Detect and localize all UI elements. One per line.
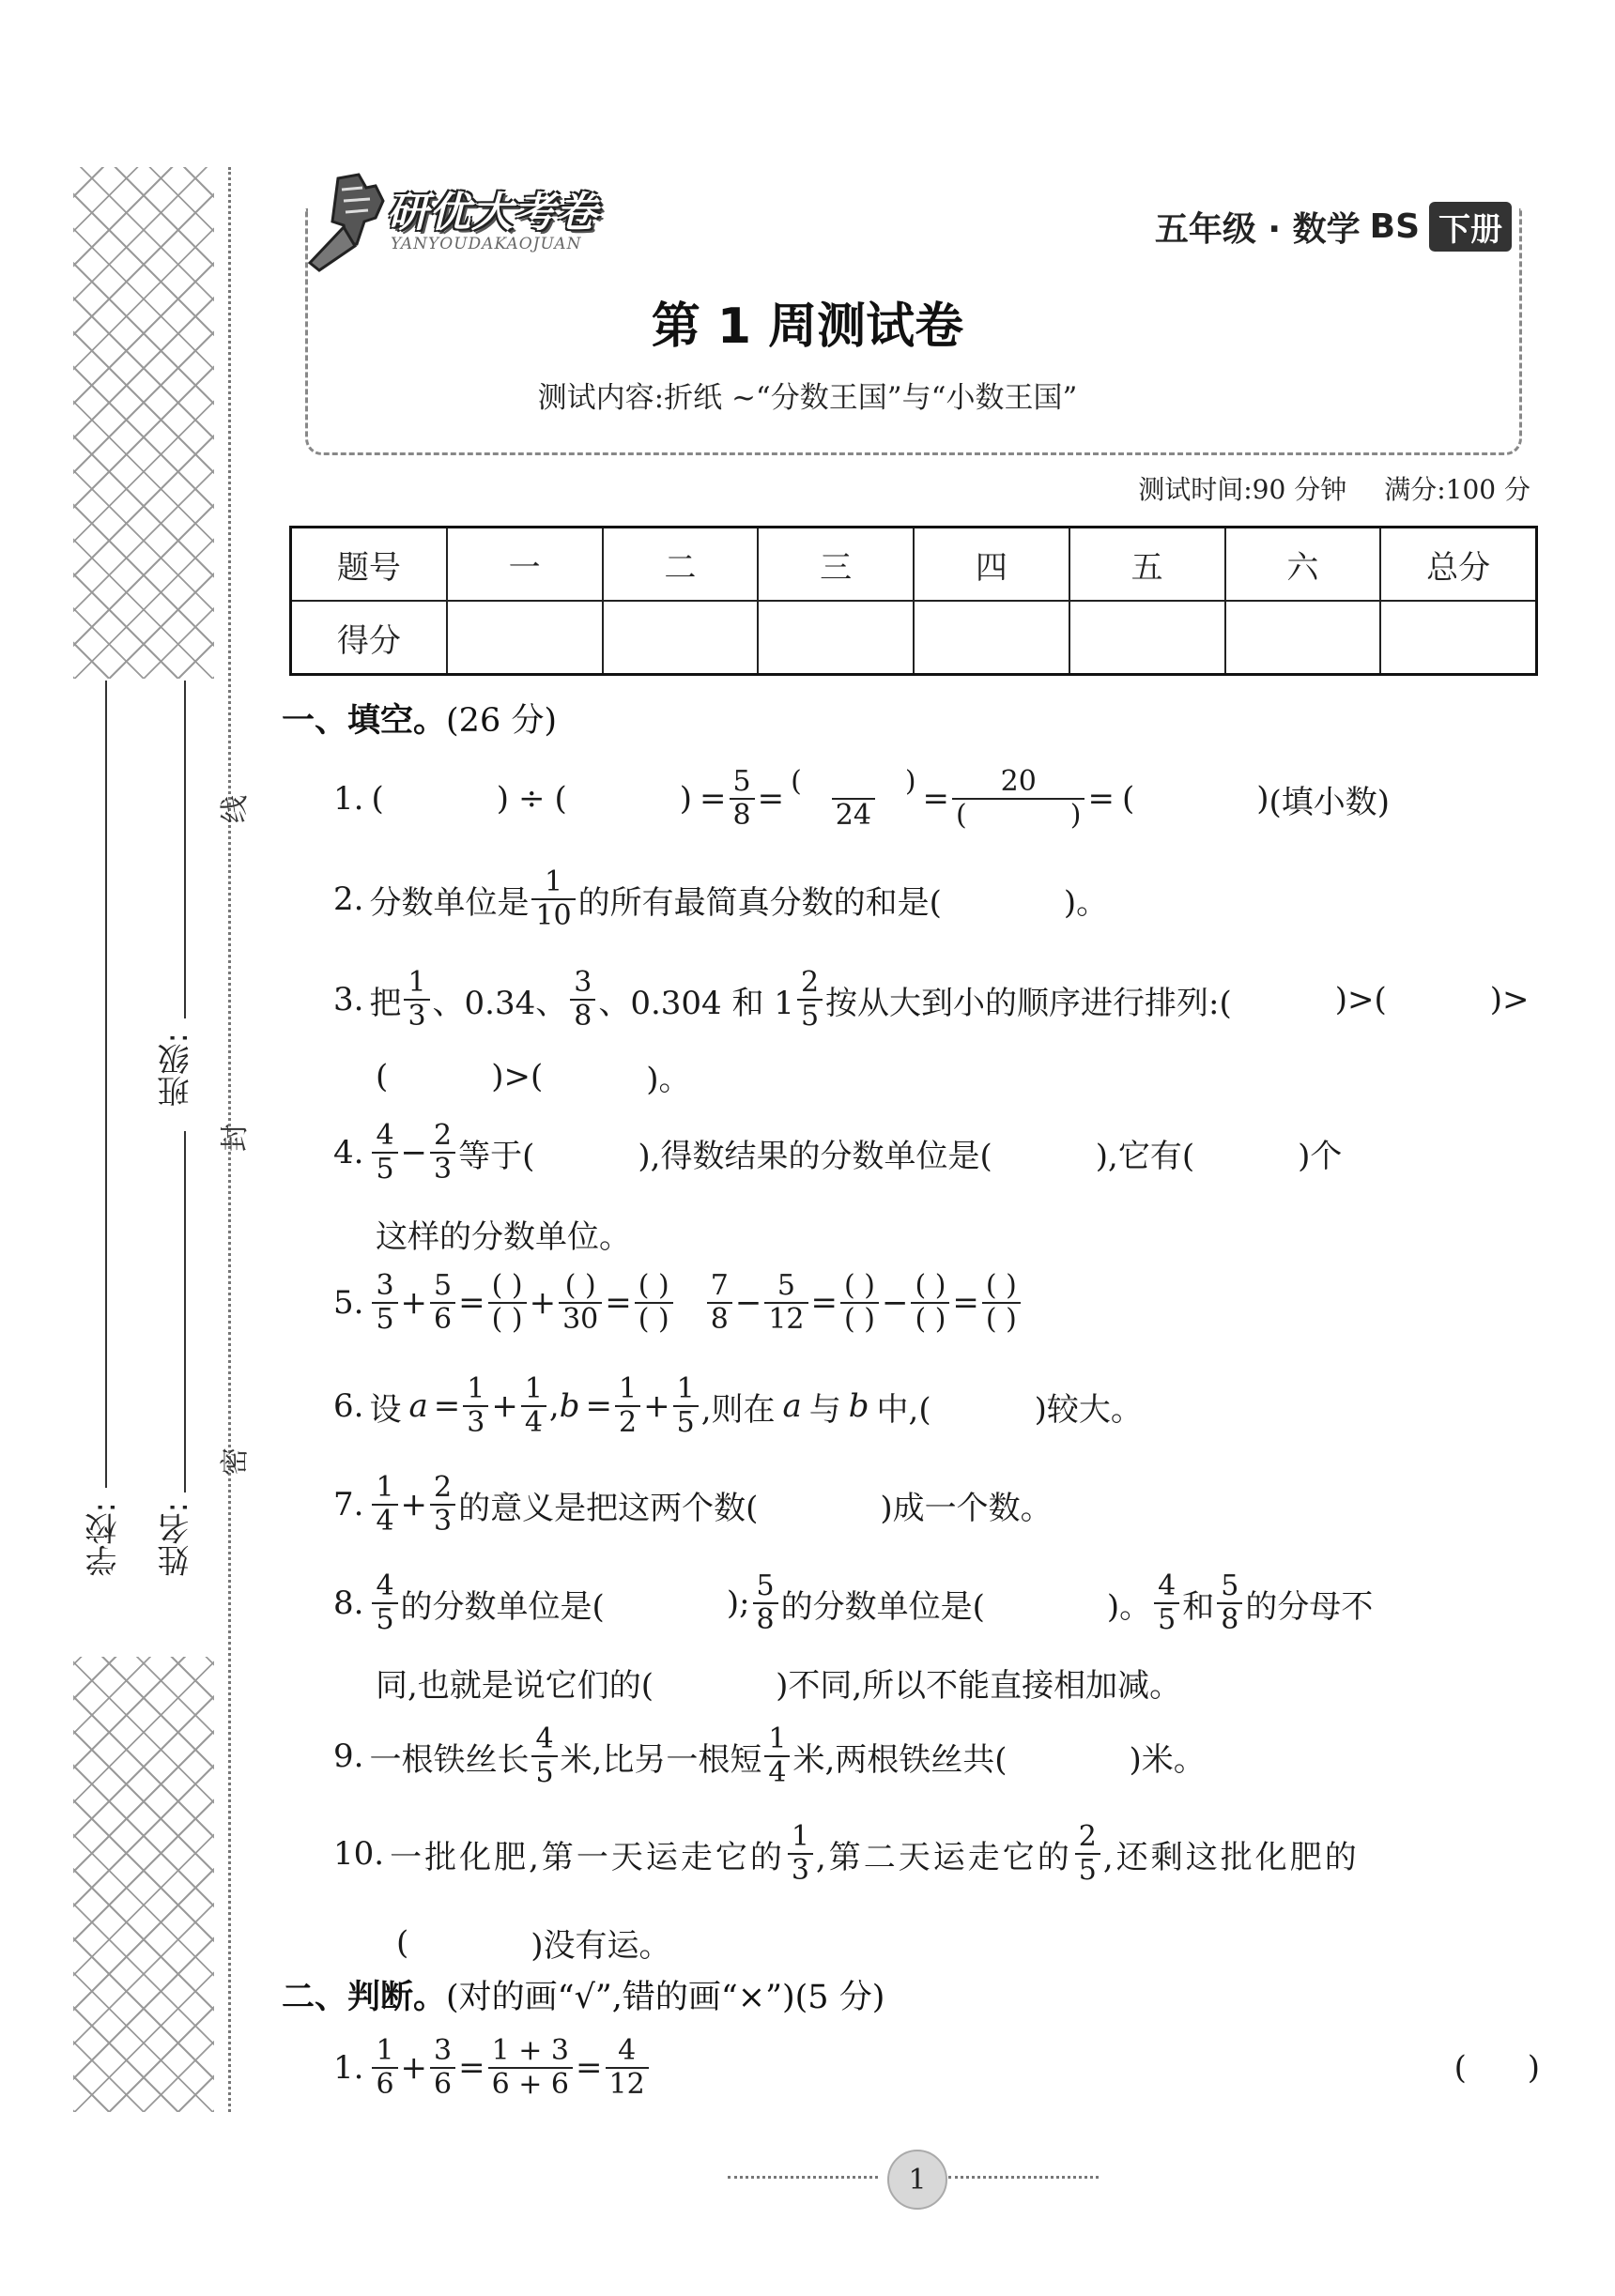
fraction xyxy=(1075,1820,1100,1887)
question-text: 等于( xyxy=(458,1137,535,1175)
numerator-blank[interactable]: ( ) xyxy=(564,1269,596,1302)
question-8-line-2 xyxy=(376,1660,1540,1706)
section-1-title: 一、填空。 xyxy=(282,702,447,740)
question-3-line-2 xyxy=(376,1053,1540,1099)
numerator: 5 xyxy=(756,1569,775,1602)
score-cell[interactable] xyxy=(914,601,1069,675)
fraction xyxy=(615,1372,640,1439)
fraction xyxy=(788,1820,813,1887)
fraction-blank[interactable] xyxy=(840,1269,879,1336)
fraction xyxy=(372,1569,397,1636)
question-text: 这样的分数单位。 xyxy=(376,1218,631,1256)
name-fill-line[interactable] xyxy=(184,1131,186,1492)
school-fill-line[interactable] xyxy=(105,681,107,1488)
question-number: 10. xyxy=(333,1835,385,1873)
question-10-line-2 xyxy=(376,1920,1540,1966)
denominator: 3 xyxy=(463,1405,488,1437)
operator: − xyxy=(881,1284,909,1322)
denominator: 3 xyxy=(430,1504,455,1536)
question-text: 米,比另一根短 xyxy=(560,1740,762,1779)
question-text: 分数单位是 xyxy=(369,883,530,922)
question-1 xyxy=(333,765,1540,832)
judge-answer-box[interactable]: ( ) xyxy=(1454,2049,1540,2087)
operator: = xyxy=(458,2049,485,2087)
section-2-points: (5 分) xyxy=(794,1979,885,2016)
operator: = xyxy=(922,780,950,818)
operator: = xyxy=(605,1284,632,1322)
hatch-pattern-bottom xyxy=(73,1657,214,2112)
numerator: 2 xyxy=(434,1119,453,1152)
numerator: 3 xyxy=(574,966,592,999)
denominator-blank[interactable]: ( ) xyxy=(911,1302,949,1334)
paren: ) xyxy=(1256,780,1269,818)
operator: ÷ xyxy=(517,780,546,818)
section-1-points: (26 分) xyxy=(446,702,557,740)
fraction xyxy=(372,1471,397,1538)
fraction xyxy=(372,1119,397,1186)
question-text: 的分数单位是( xyxy=(780,1587,985,1626)
denominator: 5 xyxy=(372,1302,397,1334)
test-time: 测试时间:90 分钟 xyxy=(1138,474,1347,505)
operator: + xyxy=(400,1284,428,1322)
numerator: 4 xyxy=(535,1722,554,1755)
section-2-title: 二、判断。 xyxy=(282,1979,447,2016)
question-7 xyxy=(333,1471,1540,1538)
operator: = xyxy=(952,1284,979,1322)
question-text: 与 xyxy=(808,1390,841,1429)
paren: ) xyxy=(679,780,693,818)
fraction xyxy=(1217,1569,1242,1636)
denominator-blank[interactable]: ( ) xyxy=(952,798,1084,830)
judge-1 xyxy=(333,2034,1540,2101)
fraction-blank[interactable] xyxy=(982,1269,1021,1336)
numerator: 5 xyxy=(1221,1569,1239,1602)
numerator: 1 xyxy=(768,1722,787,1755)
question-text: 的所有最简真分数的和是( xyxy=(577,883,942,922)
full-score: 满分:100 分 xyxy=(1384,474,1530,505)
question-text: )较大。 xyxy=(1034,1390,1143,1429)
hint-text: (填小数) xyxy=(1269,783,1391,821)
denominator: 12 xyxy=(606,2067,649,2099)
question-text: ,第二天运走它的 xyxy=(815,1838,1072,1876)
denominator: 30 xyxy=(559,1302,602,1334)
operator: + xyxy=(400,1486,428,1523)
fraction-blank[interactable] xyxy=(787,765,919,832)
score-row-label: 得分 xyxy=(291,601,447,675)
question-2 xyxy=(333,865,1540,932)
score-cell[interactable] xyxy=(758,601,914,675)
question-4-line-2 xyxy=(376,1211,1540,1257)
question-text: 把 xyxy=(369,984,402,1022)
numerator: 4 xyxy=(376,1119,394,1152)
numerator: 7 xyxy=(710,1269,729,1302)
denominator: 5 xyxy=(531,1755,557,1787)
question-text: 中,( xyxy=(876,1390,931,1429)
denominator: 24 xyxy=(832,798,875,830)
question-6 xyxy=(333,1372,1540,1439)
school-label: 学校: xyxy=(85,1502,123,1577)
section-2-heading xyxy=(282,1971,884,2018)
paren: ( xyxy=(554,780,567,818)
question-number: 8. xyxy=(333,1584,364,1622)
question-text: )成一个数。 xyxy=(880,1489,1053,1527)
question-text: )不同,所以不能直接相加减。 xyxy=(776,1667,1182,1705)
question-text: )没有运。 xyxy=(531,1927,671,1965)
variable: b xyxy=(848,1387,869,1425)
question-3 xyxy=(333,966,1540,1033)
denominator: 5 xyxy=(372,1602,397,1634)
question-text: ); xyxy=(726,1584,750,1622)
question-text: 米,两根铁丝共( xyxy=(792,1740,1007,1779)
numerator: 4 xyxy=(618,2034,637,2067)
score-cell[interactable] xyxy=(447,601,603,675)
denominator: 8 xyxy=(730,798,755,830)
numerator: 4 xyxy=(376,1569,394,1602)
page-number: 1 xyxy=(887,2150,947,2210)
question-text: 的意义是把这两个数( xyxy=(458,1489,759,1527)
fraction xyxy=(673,1372,699,1439)
denominator: 5 xyxy=(1075,1853,1100,1885)
volume-badge: 下册 xyxy=(1429,202,1512,252)
operator: = xyxy=(1087,780,1115,818)
logo-subtitle: YANYOUDAKAOJUAN xyxy=(391,235,582,253)
score-cell[interactable] xyxy=(1069,601,1225,675)
question-text: ),它有( xyxy=(1095,1137,1195,1175)
question-text: )米。 xyxy=(1129,1740,1206,1779)
fraction-blank[interactable] xyxy=(635,1269,673,1336)
fraction xyxy=(430,2034,455,2101)
denominator: 6 + 6 xyxy=(488,2067,573,2099)
fraction xyxy=(570,966,595,1033)
fraction xyxy=(531,1722,557,1789)
question-10 xyxy=(333,1820,1540,1887)
denominator: 10 xyxy=(531,898,575,930)
question-text: 同,也就是说它们的( xyxy=(376,1667,654,1705)
question-text: )>( xyxy=(491,1057,544,1095)
fraction xyxy=(372,2034,397,2101)
fraction xyxy=(531,865,575,932)
page-divider-left xyxy=(728,2176,878,2179)
denominator: 6 xyxy=(430,1302,455,1334)
question-text: 、0.304 和 1 xyxy=(598,984,794,1022)
score-table xyxy=(289,526,1538,676)
numerator-blank[interactable]: ( ) xyxy=(638,1269,669,1302)
page-divider-right xyxy=(948,2176,1099,2179)
numerator: 1 + 3 xyxy=(491,2034,570,2067)
operator: + xyxy=(491,1387,518,1425)
denominator: 8 xyxy=(753,1602,778,1634)
denominator: 4 xyxy=(764,1755,790,1787)
name-label: 姓名: xyxy=(158,1502,195,1577)
logo-text: 研优大考卷 xyxy=(387,189,598,237)
numerator: 2 xyxy=(434,1471,453,1504)
question-4 xyxy=(333,1119,1540,1186)
question-number: 2. xyxy=(333,880,364,918)
numerator: 1 xyxy=(524,1372,543,1405)
score-header-cell: 五 xyxy=(1069,528,1225,602)
operator: + xyxy=(400,2049,428,2087)
operator: − xyxy=(734,1284,762,1322)
numerator-blank[interactable]: ( ) xyxy=(985,1269,1017,1302)
numerator-blank[interactable]: ( ) xyxy=(491,1269,523,1302)
edition: BS xyxy=(1369,207,1420,246)
fraction xyxy=(1154,1569,1179,1636)
denominator: 4 xyxy=(372,1504,397,1536)
denominator: 5 xyxy=(372,1152,397,1184)
fraction-blank[interactable] xyxy=(559,1269,602,1336)
fraction xyxy=(372,1269,397,1336)
fraction xyxy=(404,966,429,1033)
denominator-blank[interactable]: ( ) xyxy=(982,1302,1021,1334)
question-number: 3. xyxy=(333,981,364,1018)
denominator: 3 xyxy=(788,1853,813,1885)
question-text: ,则在 xyxy=(700,1390,776,1429)
denominator: 8 xyxy=(707,1302,732,1334)
section-1-heading xyxy=(282,695,557,742)
question-text: 一批化肥,第一天运走它的 xyxy=(390,1838,785,1876)
numerator: 1 xyxy=(408,966,426,999)
numerator: 20 xyxy=(1000,765,1037,798)
numerator: 1 xyxy=(676,1372,695,1405)
question-text: ,还剩这批化肥的 xyxy=(1102,1838,1360,1876)
question-number: 4. xyxy=(333,1134,364,1171)
fraction xyxy=(753,1569,778,1636)
question-number: 9. xyxy=(333,1737,364,1775)
page-title: 第 1 周测试卷 xyxy=(651,298,964,355)
numerator: 2 xyxy=(1078,1820,1097,1853)
fraction xyxy=(730,765,755,832)
question-8 xyxy=(333,1569,1540,1636)
section-2-instruction: (对的画“√”,错的画“×”) xyxy=(446,1979,795,2016)
score-header-cell: 一 xyxy=(447,528,603,602)
fraction-blank[interactable] xyxy=(488,1269,527,1336)
score-cell[interactable] xyxy=(1380,601,1536,675)
question-text: 设 xyxy=(369,1390,402,1429)
seal-char-mi: 密 xyxy=(219,1447,252,1476)
denominator-blank[interactable]: ( ) xyxy=(488,1302,527,1334)
fraction xyxy=(797,966,823,1033)
numerator: 3 xyxy=(376,1269,394,1302)
numerator-blank[interactable]: ( ) xyxy=(844,1269,875,1302)
numerator: 1 xyxy=(791,1820,809,1853)
denominator: 5 xyxy=(797,999,823,1031)
question-9 xyxy=(333,1722,1540,1789)
paren: ) xyxy=(496,780,509,818)
denominator: 5 xyxy=(1154,1602,1179,1634)
numerator: 1 xyxy=(619,1372,638,1405)
denominator: 6 xyxy=(372,2067,397,2099)
question-5 xyxy=(333,1269,1540,1336)
operator: + xyxy=(643,1387,670,1425)
question-text: )。 xyxy=(1106,1587,1152,1626)
numerator: 1 xyxy=(376,1471,394,1504)
denominator: 8 xyxy=(570,999,595,1031)
question-text: )。 xyxy=(1063,883,1109,922)
score-header-cell: 三 xyxy=(758,528,914,602)
denominator: 3 xyxy=(404,999,429,1031)
class-label: 班级: xyxy=(158,1033,195,1108)
numerator: 2 xyxy=(800,966,820,999)
numerator: 4 xyxy=(1158,1569,1177,1602)
numerator: 1 xyxy=(545,865,563,898)
score-table-header-row xyxy=(291,528,1537,602)
denominator: 3 xyxy=(430,1152,455,1184)
question-text: 一根铁丝长 xyxy=(369,1740,530,1779)
punctuation: , xyxy=(548,1387,560,1425)
question-text: 按从大到小的顺序进行排列:( xyxy=(825,984,1232,1022)
score-header-cell: 六 xyxy=(1225,528,1381,602)
operator: − xyxy=(400,1134,428,1171)
denominator: 4 xyxy=(521,1405,546,1437)
question-text: ( xyxy=(376,1057,389,1095)
score-header-cell: 总分 xyxy=(1380,528,1536,602)
operator: = xyxy=(810,1284,838,1322)
numerator: 5 xyxy=(434,1269,453,1302)
fraction xyxy=(764,1722,790,1789)
denominator: 12 xyxy=(764,1302,808,1334)
question-text: )>( xyxy=(1334,981,1387,1018)
question-text: 的分母不 xyxy=(1245,1587,1374,1626)
class-fill-line[interactable] xyxy=(184,681,186,1018)
operator: = xyxy=(576,2049,603,2087)
numerator: 5 xyxy=(777,1269,795,1302)
operator: = xyxy=(700,780,727,818)
paren: ( xyxy=(371,780,384,818)
numerator-blank[interactable]: ( ) xyxy=(915,1269,946,1302)
question-text: ),得数结果的分数单位是( xyxy=(638,1137,992,1175)
question-text: 的分数单位是( xyxy=(400,1587,605,1626)
question-number: 1. xyxy=(333,2049,364,2087)
fraction-blank[interactable] xyxy=(911,1269,949,1336)
question-text: )。 xyxy=(646,1061,691,1098)
score-header-cell: 题号 xyxy=(291,528,447,602)
fraction xyxy=(430,1471,455,1538)
fraction xyxy=(707,1269,732,1336)
fraction-blank[interactable] xyxy=(952,765,1084,832)
denominator: 8 xyxy=(1217,1602,1242,1634)
question-number: 1. xyxy=(333,780,364,818)
question-number: 5. xyxy=(333,1284,364,1322)
operator: = xyxy=(757,780,785,818)
question-number: 7. xyxy=(333,1486,364,1523)
seal-char-feng: 封 xyxy=(219,1124,252,1152)
grade-subject: 五年级 · 数学 xyxy=(1154,210,1361,249)
numerator-blank[interactable]: ( ) xyxy=(791,765,916,798)
denominator-blank[interactable]: ( ) xyxy=(635,1302,673,1334)
fraction xyxy=(764,1269,808,1336)
operator: + xyxy=(529,1284,557,1322)
fraction xyxy=(488,2034,573,2101)
variable: a xyxy=(408,1387,428,1425)
operator: = xyxy=(433,1387,461,1425)
operator: = xyxy=(585,1387,612,1425)
hatch-pattern-top xyxy=(73,167,214,679)
denominator: 5 xyxy=(673,1405,699,1437)
question-text: 和 xyxy=(1182,1587,1215,1626)
fraction xyxy=(430,1119,455,1186)
fraction xyxy=(463,1372,488,1439)
numerator: 5 xyxy=(732,765,751,798)
fraction xyxy=(521,1372,546,1439)
score-table-score-row xyxy=(291,601,1537,675)
score-cell[interactable] xyxy=(1225,601,1381,675)
score-header-cell: 四 xyxy=(914,528,1069,602)
paren: ( xyxy=(1121,780,1135,818)
seal-char-xian: 线 xyxy=(219,795,252,823)
score-header-cell: 二 xyxy=(603,528,759,602)
grade-subject-label xyxy=(1155,202,1512,252)
denominator: 2 xyxy=(615,1405,640,1437)
variable: a xyxy=(782,1387,802,1425)
page-subtitle: 测试内容:折纸 ~“分数王国”与“小数王国” xyxy=(537,381,1078,415)
question-text: ( xyxy=(396,1923,409,1962)
numerator: 1 xyxy=(467,1372,485,1405)
question-number: 6. xyxy=(333,1387,364,1425)
denominator-blank[interactable]: ( ) xyxy=(840,1302,879,1334)
question-text: )> xyxy=(1489,981,1530,1018)
variable: b xyxy=(559,1387,580,1425)
numerator: 3 xyxy=(434,2034,453,2067)
score-cell[interactable] xyxy=(603,601,759,675)
denominator: 6 xyxy=(430,2067,455,2099)
operator: = xyxy=(458,1284,485,1322)
fraction xyxy=(606,2034,649,2101)
question-text: )个 xyxy=(1298,1137,1343,1175)
fraction xyxy=(430,1269,455,1336)
numerator: 1 xyxy=(376,2034,394,2067)
test-info xyxy=(1138,469,1530,507)
question-text: 、0.34、 xyxy=(432,984,568,1022)
